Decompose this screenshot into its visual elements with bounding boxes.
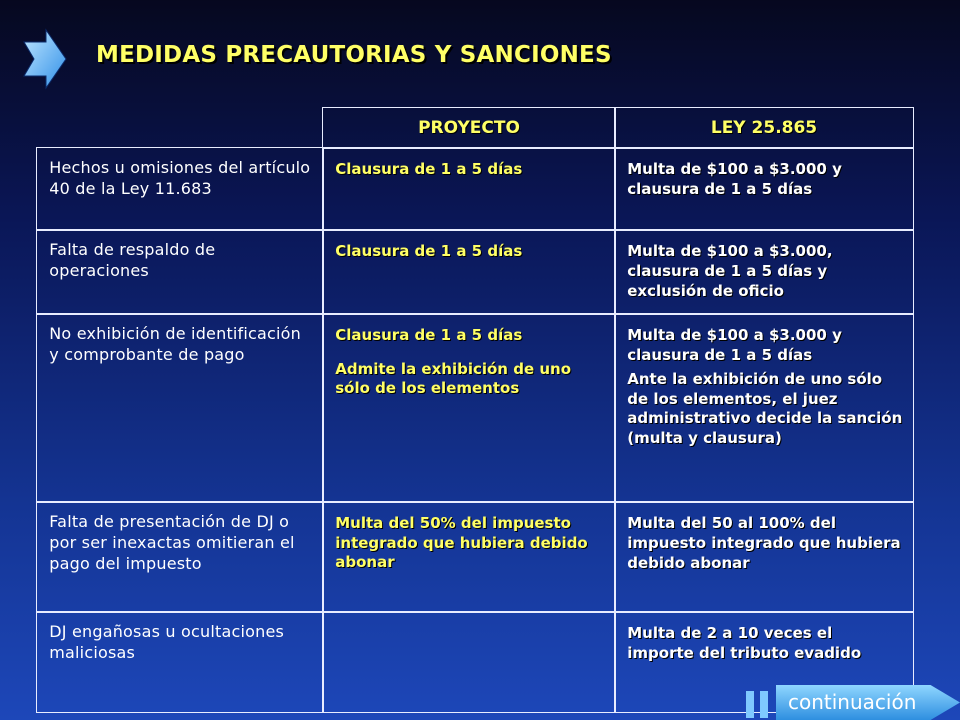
proyecto-text: Clausura de 1 a 5 días (335, 242, 523, 261)
header-ley: LEY 25.865 (614, 107, 914, 149)
row-label: DJ engañosas u ocultaciones maliciosas (36, 611, 324, 713)
ley-text: Multa de $100 a $3.000 y clausura de 1 a 5 días (627, 160, 842, 199)
row-label: Hechos u omisiones del artículo 40 de la Ley 11.683 (36, 147, 324, 231)
row-label: No exhibición de identificación y comprobante de pago (36, 313, 324, 503)
ley-text: Multa de $100 a $3.000 y clausura de 1 a 5 días (627, 326, 842, 365)
continue-label: continuación (788, 690, 917, 714)
row-label: Falta de presentación de DJ o por ser inexactas omitieran el pago del impuesto (36, 501, 324, 613)
continue-bar-icon (746, 691, 754, 718)
proyecto-note: Admite la exhibición de uno sólo de los elementos (335, 359, 572, 398)
proyecto-cell (322, 229, 616, 315)
proyecto-cell (322, 147, 616, 231)
arrow-right-icon (22, 28, 68, 90)
proyecto-text: Clausura de 1 a 5 días (335, 160, 523, 179)
ley-text: Multa de $100 a $3.000, clausura de 1 a 5 días y exclusión de oficio (627, 242, 833, 300)
proyecto-text: Clausura de 1 a 5 días (335, 326, 523, 345)
proyecto-cell (322, 501, 616, 613)
continue-bar-icon (760, 691, 768, 718)
ley-cell (614, 229, 914, 315)
ley-cell (614, 147, 914, 231)
ley-text: Multa de 2 a 10 veces el importe del tributo evadido (627, 624, 862, 663)
row-label: Falta de respaldo de operaciones (36, 229, 324, 315)
proyecto-cell (322, 313, 616, 503)
ley-cell (614, 501, 914, 613)
header-proyecto: PROYECTO (322, 107, 616, 149)
ley-note: Ante la exhibición de uno sólo de los elementos, el juez administrativo decide la sanción (multa y clausura) (627, 369, 903, 448)
page-title: MEDIDAS PRECAUTORIAS Y SANCIONES (96, 42, 612, 68)
table-corner (36, 107, 324, 149)
proyecto-text: Multa del 50% del impuesto integrado que hubiera debido abonar (335, 514, 588, 572)
ley-text: Multa del 50 al 100% del impuesto integrado que hubiera debido abonar (627, 514, 901, 572)
proyecto-cell-empty (322, 611, 616, 713)
ley-cell (614, 313, 914, 503)
comparison-table (37, 108, 913, 712)
continue-button[interactable] (744, 685, 960, 720)
